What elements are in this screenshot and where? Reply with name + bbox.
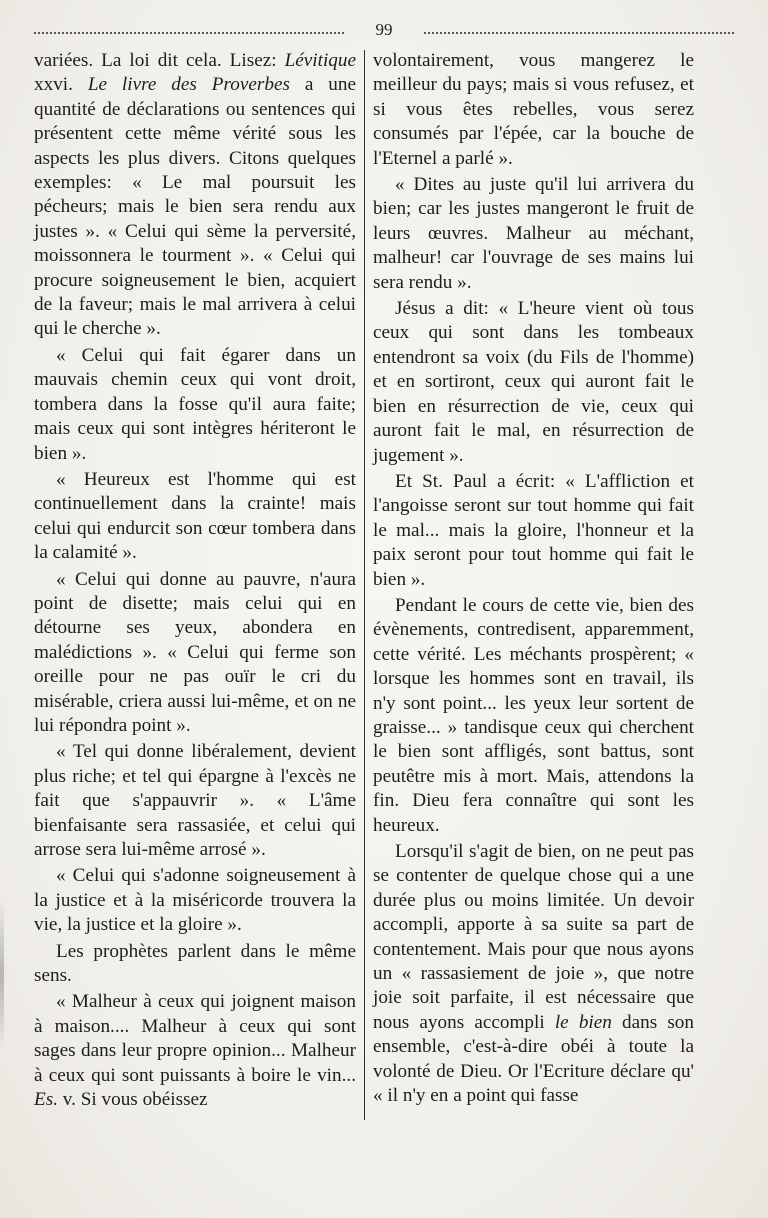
page-header xyxy=(34,20,734,44)
paragraph xyxy=(34,740,356,862)
paragraph xyxy=(373,840,694,1108)
paragraph xyxy=(34,940,356,989)
left-column xyxy=(34,49,356,1112)
text-run: volontairement, vous mangerez le meilleur du pays; mais si vous refusez, et si vous êtes rebelles, vous serez consumés par l'épée, car la bouche de l'Eternel a parlé ». xyxy=(373,50,694,169)
text-run: « Celui qui fait égarer dans un mauvais chemin ceux qui vont droit, tombera dans la fosse qu'il aura faite; mais ceux qui sont intègres hériteront le bien ». xyxy=(34,344,356,464)
page-edge-shadow xyxy=(0,900,4,1050)
text-run: « Heureux est l'homme qui est continuellement dans la crainte! mais celui qui endurcit son cœur tombera dans la calamité ». xyxy=(34,468,356,564)
text-run: v. Si vous obéissez xyxy=(57,1089,208,1111)
text-run: Pendant le cours de cette vie, bien des évènements, contredisent, apparemment, cette vérité. Les méchants prospèrent; « lorsque les hommes sont en travail, ils n'y sont point... les yeux leur sortent de graisse... » tandisque ceux qui cherchent le bien sont affligés, sont battus, sont peutêtre mis à mort. Mais, attendons la fin. Dieu fera connaître qui sont les heureux. xyxy=(373,594,694,836)
header-rule-left xyxy=(34,32,344,34)
column-divider xyxy=(364,50,365,1120)
text-run: Et St. Paul a écrit: « L'affliction et l'angoisse seront sur tout homme qui fait le mal... mais la gloire, l'honneur et la paix seront pour tout homme qui fait le bien ». xyxy=(373,470,694,590)
italic-text: Le livre des Proverbes xyxy=(87,74,290,96)
paragraph xyxy=(34,568,356,739)
text-run: xxvi. xyxy=(34,74,88,96)
text-run: dans son ensemble, c'est-à-dire obéi à toute la volonté de Dieu. Or l'Ecriture déclare qu' « il n'y en a point qui fasse xyxy=(373,1011,694,1107)
text-run: Lorsqu'il s'agit de bien, on ne peut pas se contenter de quelque chose qui a une durée plus ou moins limitée. Un devoir accompli, apporte à sa suite sa part de contentement. Mais pour que nous ayons un « rassasiement de joie », que notre joie soit parfaite, il est nécessaire que nous ayons accompli xyxy=(373,841,694,1033)
paragraph xyxy=(34,468,356,566)
italic-text: Lévitique xyxy=(284,50,356,71)
paragraph xyxy=(373,594,694,838)
text-run: « Celui qui s'adonne soigneusement à la justice et à la miséricorde trouvera la vie, la justice et la gloire ». xyxy=(34,865,356,936)
text-run: « Malheur à ceux qui joignent maison à maison.... Malheur à ceux qui sont sages dans leur propre opinion... Malheur à ceux qui sont puissants à boire le vin... xyxy=(34,991,356,1086)
text-run: « Tel qui donne libéralement, devient plus riche; et tel qui épargne à l'excès ne fait que s'appauvrir ». « L'âme bienfaisante sera rassasiée, et celui qui arrose sera lui-même arrosé ». xyxy=(34,741,356,860)
italic-text: Es. xyxy=(34,1089,58,1111)
paragraph xyxy=(373,173,694,295)
paragraph xyxy=(34,49,356,342)
text-run: Jésus a dit: « L'heure vient où tous ceux qui sont dans les tombeaux entendront sa voix (du Fils de l'homme) et en sortiront, ceux qui auront fait le bien en résurrection de vie, ceux qui auront fait le mal, en résurrection de jugement ». xyxy=(373,298,694,466)
paragraph xyxy=(373,470,694,592)
header-rule-right xyxy=(424,32,734,34)
text-run: Les prophètes parlent dans le même sens. xyxy=(34,940,356,987)
italic-text: le bien xyxy=(554,1011,612,1033)
paragraph xyxy=(34,344,356,466)
text-run: a une quantité de déclarations ou sentences qui présentent cette même vérité sous les aspects les plus divers. Citons quelques exemples: « Le mal poursuit les pécheurs; mais le bien sera rendu aux justes ». « Celui qui sème la perversité, moissonnera le tourment ». « Celui qui procure soigneusement le bien, acquiert de la faveur; mais le mal arrivera à celui qui le cherche ». xyxy=(34,74,356,340)
paragraph xyxy=(34,990,356,1112)
right-column xyxy=(373,49,694,1108)
page-number: 99 xyxy=(375,20,393,39)
paragraph xyxy=(34,864,356,937)
paragraph xyxy=(373,49,694,171)
paragraph xyxy=(373,297,694,468)
text-run: variées. La loi dit cela. Lisez: xyxy=(34,50,285,71)
text-run: « Celui qui donne au pauvre, n'aura point de disette; mais celui qui en détourne ses yeux, abondera en malédictions ». « Celui qui ferme son oreille pour ne pas ouïr le cri du misérable, criera aussi lui-même, et on ne lui répondra point ». xyxy=(34,568,356,736)
text-run: « Dites au juste qu'il lui arrivera du bien; car les justes mangeront le fruit de leurs œuvres. Malheur au méchant, malheur! car l'ouvrage de ses mains lui sera rendu ». xyxy=(373,174,694,293)
